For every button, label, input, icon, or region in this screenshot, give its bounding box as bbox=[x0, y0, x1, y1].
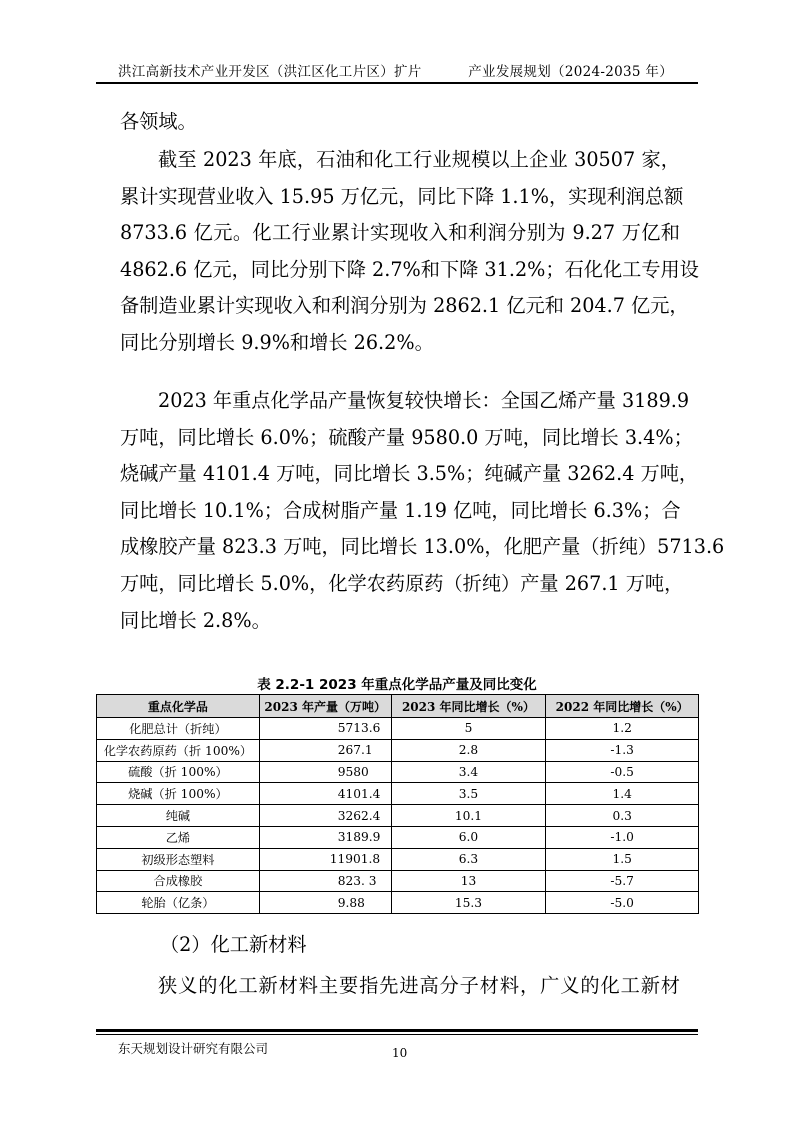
text-line: 同比增长 2.8%。 bbox=[120, 608, 271, 632]
table-cell-growth-2023: 2.8 bbox=[391, 739, 546, 761]
table-cell-growth-2022: -1.3 bbox=[546, 739, 699, 761]
paragraph-chemical-output bbox=[120, 383, 725, 639]
chemical-output-table bbox=[96, 694, 699, 914]
table-row bbox=[97, 805, 699, 827]
table-row bbox=[97, 783, 699, 805]
table-row bbox=[97, 892, 699, 914]
table-cell-output: 5713.6 bbox=[259, 718, 391, 740]
section-subheading: （2）化工新材料 bbox=[160, 933, 307, 956]
table-cell-growth-2023: 5 bbox=[391, 718, 546, 740]
header-title-right: 产业发展规划（2024-2035 年） bbox=[468, 64, 673, 80]
table-cell-growth-2023: 3.4 bbox=[391, 761, 546, 783]
table-cell-chemical: 初级形态塑料 bbox=[97, 848, 260, 870]
table-cell-chemical: 烧碱（折 100%） bbox=[97, 783, 260, 805]
footer-rule-thin bbox=[96, 1034, 698, 1035]
text-line: 同比分别增长 9.9%和增长 26.2%。 bbox=[120, 330, 434, 354]
table-row bbox=[97, 848, 699, 870]
paragraph-new-materials bbox=[120, 968, 680, 1005]
table-cell-output: 11901.8 bbox=[259, 848, 391, 870]
table-cell-growth-2023: 15.3 bbox=[391, 892, 546, 914]
paragraph-continuation bbox=[120, 104, 680, 141]
table-row bbox=[97, 739, 699, 761]
paragraph-industry-summary bbox=[120, 142, 699, 362]
table-cell-growth-2022: -5.7 bbox=[546, 870, 699, 892]
table-cell-chemical: 硫酸（折 100%） bbox=[97, 761, 260, 783]
table-cell-growth-2022: 0.3 bbox=[546, 805, 699, 827]
table-row bbox=[97, 870, 699, 892]
column-header: 2023 年同比增长（%） bbox=[391, 695, 546, 718]
text-line: 同比增长 10.1%；合成树脂产量 1.19 亿吨，同比增长 6.3%；合 bbox=[120, 498, 681, 522]
table-cell-chemical: 轮胎（亿条） bbox=[97, 892, 260, 914]
table-cell-chemical: 化肥总计（折纯） bbox=[97, 718, 260, 740]
table-cell-chemical: 合成橡胶 bbox=[97, 870, 260, 892]
table-caption: 表 2.2-1 2023 年重点化学品产量及同比变化 bbox=[257, 677, 537, 693]
table-cell-growth-2023: 3.5 bbox=[391, 783, 546, 805]
table-cell-growth-2022: -0.5 bbox=[546, 761, 699, 783]
text-line: 烧碱产量 4101.4 万吨，同比增长 3.5%；纯碱产量 3262.4 万吨， bbox=[120, 462, 699, 486]
table-cell-output: 9580 bbox=[259, 761, 391, 783]
table-row bbox=[97, 826, 699, 848]
table-cell-growth-2023: 10.1 bbox=[391, 805, 546, 827]
text-line: 狭义的化工新材料主要指先进高分子材料，广义的化工新材 bbox=[158, 974, 680, 997]
table-cell-growth-2022: -1.0 bbox=[546, 826, 699, 848]
page-number: 10 bbox=[392, 1046, 408, 1060]
footer-company: 东天规划设计研究有限公司 bbox=[118, 1041, 269, 1056]
table-cell-output: 3262.4 bbox=[259, 805, 391, 827]
text-line: 万吨，同比增长 6.0%；硫酸产量 9580.0 万吨，同比增长 3.4%； bbox=[120, 425, 693, 449]
table-cell-chemical: 乙烯 bbox=[97, 826, 260, 848]
table-row bbox=[97, 718, 699, 740]
column-header: 重点化学品 bbox=[97, 695, 260, 718]
column-header: 2022 年同比增长（%） bbox=[546, 695, 699, 718]
text-line: 8733.6 亿元。化工行业累计实现收入和利润分别为 9.27 万亿和 bbox=[120, 221, 680, 245]
table-cell-growth-2023: 6.0 bbox=[391, 826, 546, 848]
table-cell-growth-2023: 13 bbox=[391, 870, 546, 892]
header-title-left: 洪江高新技术产业开发区（洪江区化工片区）扩片 bbox=[118, 64, 422, 80]
table-row bbox=[97, 761, 699, 783]
table-header-row bbox=[97, 695, 699, 718]
table-cell-growth-2022: 1.5 bbox=[546, 848, 699, 870]
table-cell-growth-2022: -5.0 bbox=[546, 892, 699, 914]
text-line: 成橡胶产量 823.3 万吨，同比增长 13.0%，化肥产量（折纯）5713.6 bbox=[120, 535, 725, 559]
table-cell-output: 823. 3 bbox=[259, 870, 391, 892]
text-line: 累计实现营业收入 15.95 万亿元，同比下降 1.1%，实现利润总额 bbox=[120, 184, 684, 208]
table-cell-output: 3189.9 bbox=[259, 826, 391, 848]
text-line: 2023 年重点化学品产量恢复较快增长：全国乙烯产量 3189.9 bbox=[158, 389, 690, 412]
text-line: 截至 2023 年底，石油和化工行业规模以上企业 30507 家， bbox=[158, 148, 680, 171]
column-header: 2023 年产量（万吨） bbox=[259, 695, 391, 718]
table-cell-output: 4101.4 bbox=[259, 783, 391, 805]
table-cell-chemical: 纯碱 bbox=[97, 805, 260, 827]
table-cell-output: 267.1 bbox=[259, 739, 391, 761]
table-cell-growth-2023: 6.3 bbox=[391, 848, 546, 870]
text-line: 备制造业累计实现收入和利润分别为 2862.1 亿元和 204.7 亿元， bbox=[120, 294, 689, 318]
table-cell-output: 9.88 bbox=[259, 892, 391, 914]
table-cell-growth-2022: 1.2 bbox=[546, 718, 699, 740]
footer-rule-thick bbox=[96, 1029, 698, 1032]
text-line: 万吨，同比增长 5.0%，化学农药原药（折纯）产量 267.1 万吨， bbox=[120, 571, 684, 595]
text-line: 各领域。 bbox=[120, 110, 197, 133]
header-rule bbox=[96, 82, 698, 84]
text-line: 4862.6 亿元，同比分别下降 2.7%和下降 31.2%；石化化工专用设 bbox=[120, 257, 699, 281]
table-cell-chemical: 化学农药原药（折 100%） bbox=[97, 739, 260, 761]
table-cell-growth-2022: 1.4 bbox=[546, 783, 699, 805]
